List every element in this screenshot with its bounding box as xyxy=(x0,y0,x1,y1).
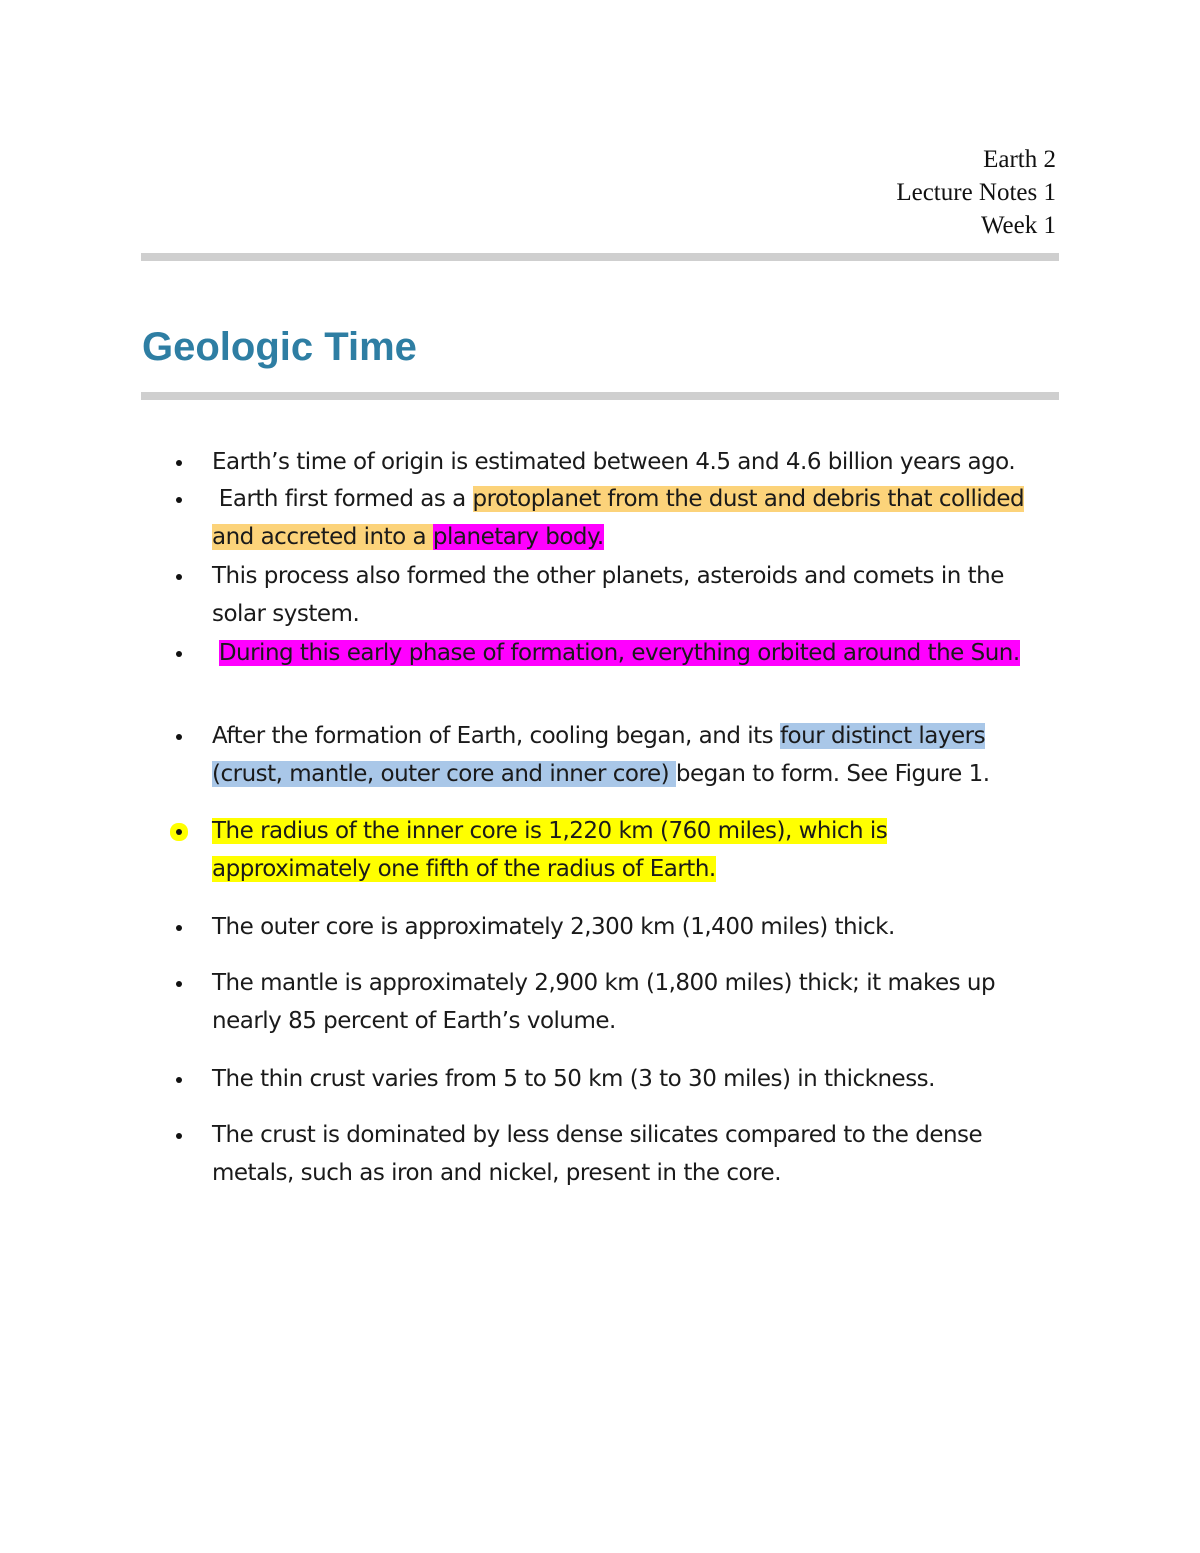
highlighted-text: During this early phase of formation, everything orbited around the Sun. xyxy=(218,640,1020,666)
highlighted-text: four distinct layers xyxy=(779,723,986,749)
bullet-text xyxy=(212,812,1064,888)
bullet-line xyxy=(212,595,1064,633)
text-segment: After the formation of Earth, cooling began, and its xyxy=(212,723,780,749)
text-segment: solar system. xyxy=(212,601,360,627)
bullet-line xyxy=(212,1154,1064,1192)
bullet-text xyxy=(212,634,1064,672)
bullet-dot-icon xyxy=(176,981,182,987)
text-segment: Earth first formed as a xyxy=(212,486,473,512)
bullet-dot-icon xyxy=(176,1077,182,1083)
bullet-dot-icon xyxy=(176,497,182,503)
bullet-dot-icon xyxy=(176,574,182,580)
bullet-line xyxy=(212,908,1064,946)
bullet-text xyxy=(212,717,1064,793)
week-label: Week 1 xyxy=(980,212,1056,239)
bullet-dot-icon xyxy=(176,651,182,657)
bullet-dot-icon xyxy=(176,1133,182,1139)
bullet-text xyxy=(212,443,1064,481)
text-segment: The crust is dominated by less dense silicates compared to the dense xyxy=(212,1122,983,1148)
bullet-line xyxy=(212,518,1064,556)
text-segment: metals, such as iron and nickel, present in the core. xyxy=(212,1160,782,1186)
bullet-line xyxy=(212,850,1064,888)
bullet-text xyxy=(212,1060,1064,1098)
bullet-line xyxy=(212,812,1064,850)
bullet-line xyxy=(212,755,1064,793)
highlighted-text: and accreted into a xyxy=(212,524,433,550)
bullet-line xyxy=(212,717,1064,755)
text-segment: This process also formed the other planets, asteroids and comets in the xyxy=(212,563,1004,589)
page-title: Geologic Time xyxy=(142,325,417,369)
bullet-text xyxy=(212,908,1064,946)
highlighted-text: planetary body. xyxy=(432,524,604,550)
bullet-dot-icon xyxy=(176,734,182,740)
highlighted-text: protoplanet from the dust and debris that collided xyxy=(472,486,1025,512)
lecture-notes-label: Lecture Notes 1 xyxy=(896,179,1056,206)
text-segment: The mantle is approximately 2,900 km (1,800 miles) thick; it makes up xyxy=(212,970,996,996)
bullet-line xyxy=(212,443,1064,481)
bullet-line xyxy=(212,964,1064,1002)
text-segment: began to form. See Figure 1. xyxy=(675,761,990,787)
text-segment xyxy=(212,640,219,666)
bullet-line xyxy=(212,634,1064,672)
bullet-text xyxy=(212,1116,1064,1192)
bullet-text xyxy=(212,964,1064,1040)
bullet-text xyxy=(212,557,1064,633)
bullet-line xyxy=(212,1116,1064,1154)
bullet-text xyxy=(212,480,1064,556)
course-name: Earth 2 xyxy=(983,146,1056,173)
text-segment: Earth’s time of origin is estimated between 4.5 and 4.6 billion years ago. xyxy=(212,449,1016,475)
bullet-dot-icon xyxy=(176,925,182,931)
bullet-line xyxy=(212,1002,1064,1040)
text-segment: The outer core is approximately 2,300 km (1,400 miles) thick. xyxy=(212,914,895,940)
text-segment: nearly 85 percent of Earth’s volume. xyxy=(212,1008,616,1034)
bullet-line xyxy=(212,480,1064,518)
highlighted-text: (crust, mantle, outer core and inner core) xyxy=(212,761,676,787)
bullet-dot-icon xyxy=(176,829,182,835)
bullet-line xyxy=(212,1060,1064,1098)
highlighted-text: approximately one fifth of the radius of Earth. xyxy=(212,856,716,882)
highlighted-text: The radius of the inner core is 1,220 km (760 miles), which is xyxy=(212,818,888,844)
bullet-dot-icon xyxy=(176,460,182,466)
bullet-line xyxy=(212,557,1064,595)
text-segment: The thin crust varies from 5 to 50 km (3 to 30 miles) in thickness. xyxy=(212,1066,935,1092)
